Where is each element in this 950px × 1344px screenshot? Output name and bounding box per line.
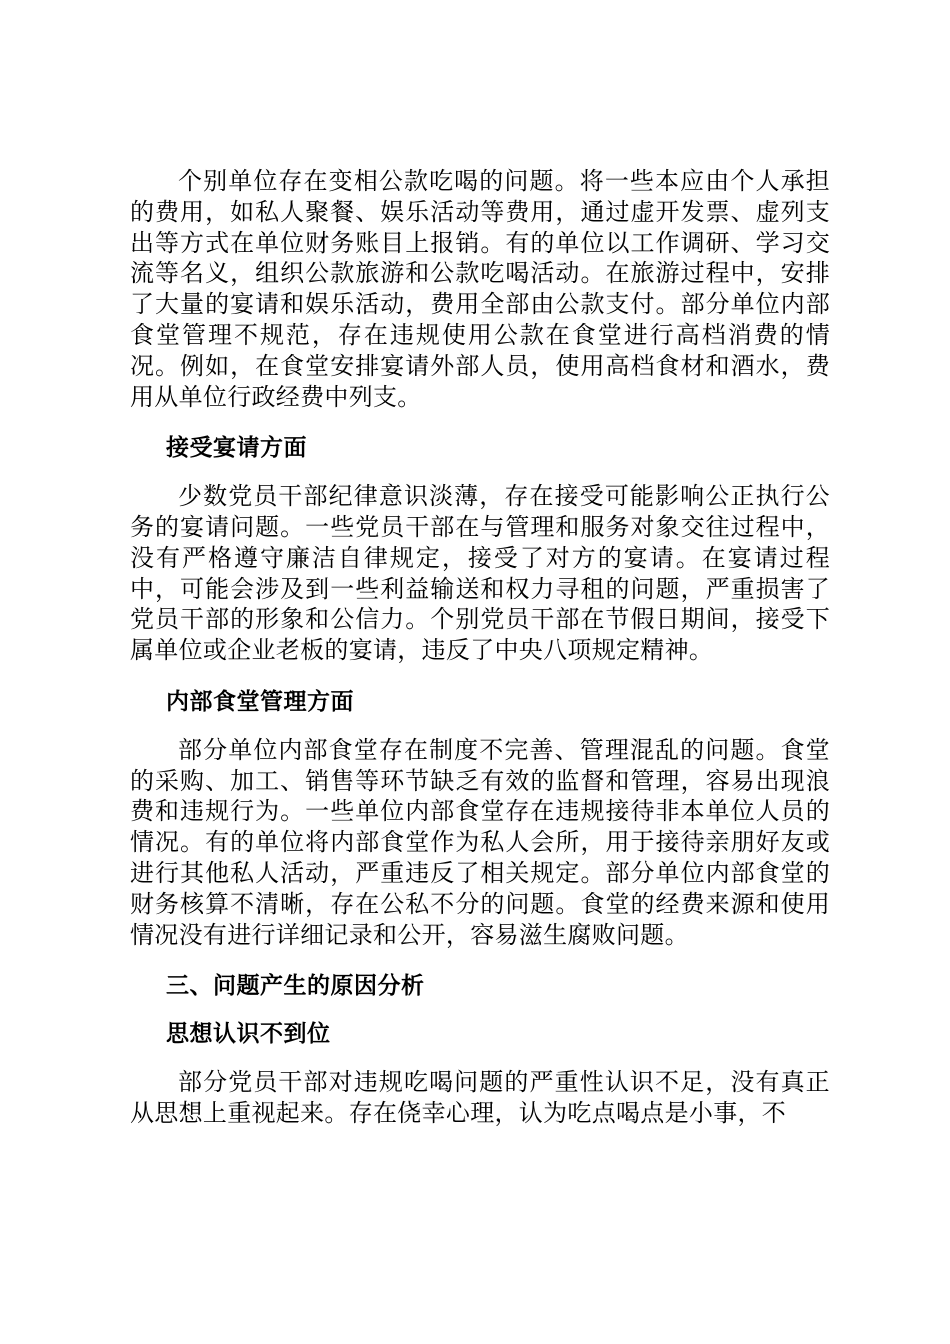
body-paragraph: 少数党员干部纪律意识淡薄，存在接受可能影响公正执行公务的宴请问题。一些党员干部在与管理和服务对象交往过程中，没有严格遵守廉洁自律规定，接受了对方的宴请。在宴请过程中，可能会涉及到一些利益输送和权力寻租的问题，严重损害了党员干部的形象和公信力。个别党员干部在节假日期间，接受下属单位或企业老板的宴请，违反了中央八项规定精神。 [130, 482, 830, 665]
paragraph-spacer [130, 412, 830, 433]
document-page [130, 166, 830, 1129]
section-heading: 思想认识不到位 [166, 1021, 331, 1048]
body-paragraph: 部分党员干部对违规吃喝问题的严重性认识不足，没有真正从思想上重视起来。存在侥幸心理，认为吃点喝点是小事，不 [130, 1067, 830, 1127]
heading-spacer [130, 718, 830, 735]
section-heading: 内部食堂管理方面 [166, 688, 354, 715]
heading-spacer [130, 1002, 830, 1019]
paragraph-spacer [130, 950, 830, 971]
body-paragraph: 部分单位内部食堂存在制度不完善、管理混乱的问题。食堂的采购、加工、销售等环节缺乏有效的监督和管理，容易出现浪费和违规行为。一些单位内部食堂存在违规接待非本单位人员的情况。有的单位将内部食堂作为私人会所，用于接待亲朋好友或进行其他私人活动，严重违反了相关规定。部分单位内部食堂的财务核算不清晰，存在公私不分的问题。食堂的经费来源和使用情况没有进行详细记录和公开，容易滋生腐败问题。 [130, 735, 830, 949]
heading-spacer [130, 464, 830, 481]
section-heading: 接受宴请方面 [166, 435, 307, 462]
chapter-heading: 三、问题产生的原因分析 [166, 973, 425, 1000]
paragraph-spacer [130, 666, 830, 687]
heading-spacer [130, 1050, 830, 1067]
body-paragraph: 个别单位存在变相公款吃喝的问题。将一些本应由个人承担的费用，如私人聚餐、娱乐活动等费用，通过虚开发票、虚列支出等方式在单位财务账目上报销。有的单位以工作调研、学习交流等名义，组织公款旅游和公款吃喝活动。在旅游过程中，安排了大量的宴请和娱乐活动，费用全部由公款支付。部分单位内部食堂管理不规范，存在违规使用公款在食堂进行高档消费的情况。例如，在食堂安排宴请外部人员，使用高档食材和酒水，费用从单位行政经费中列支。 [130, 167, 830, 411]
